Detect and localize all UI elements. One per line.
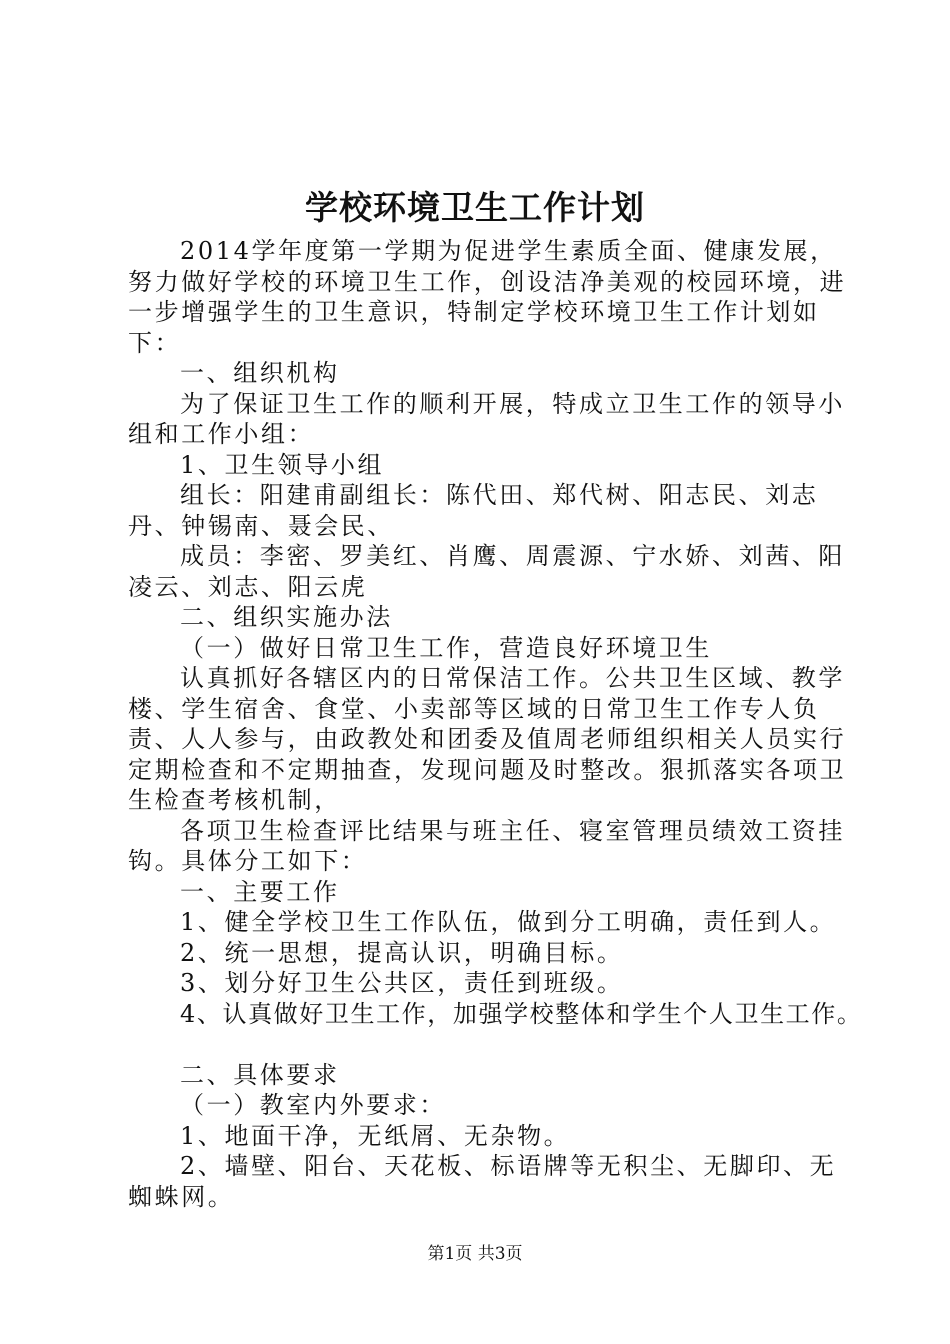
list-item: 1、地面干净，无纸屑、无杂物。: [180, 1121, 571, 1150]
body-paragraph: 组长：阳建甫副组长：陈代田、郑代树、阳志民、刘志丹、钟锡南、聂会民、: [128, 481, 819, 540]
list-item: 2、统一思想，提高认识，明确目标。: [180, 938, 624, 967]
list-item: 1、健全学校卫生工作队伍，做到分工明确，责任到人。: [180, 908, 837, 936]
subsection-heading: （一）做好日常卫生工作，营造良好环境卫生: [180, 633, 712, 662]
body-paragraph: 为了保证卫生工作的顺利开展，特成立卫生工作的领导小组和工作小组：: [128, 389, 845, 448]
list-item: 4、认真做好卫生工作，加强学校整体和学生个人卫生工作。: [180, 999, 863, 1028]
subsection-heading: 1、卫生领导小组: [180, 450, 385, 479]
page-footer: 第1页 共3页: [427, 1244, 523, 1264]
body-paragraph: 认真抓好各辖区内的日常保洁工作。公共卫生区域、教学楼、学生宿舍、食堂、小卖部等区域的日常卫生工作专人负责、人人参与，由政教处和团委及值周老师组织相关人员实行定期检查和不定期抽查，发现问题及时整改。狠抓落实各项卫生检查考核机制，: [128, 664, 847, 814]
body-paragraph: 各项卫生检查评比结果与班主任、寝室管理员绩效工资挂钩。具体分工如下：: [128, 816, 845, 875]
section-heading: 一、组织机构: [180, 359, 340, 387]
intro-paragraph: 2014学年度第一学期为促进学生素质全面、健康发展，努力做好学校的环境卫生工作，创设洁净美观的校园环境，进一步增强学生的卫生意识，特制定学校环境卫生工作计划如下：: [128, 237, 847, 357]
section-heading: 一、主要工作: [180, 877, 340, 906]
document-title: 学校环境卫生工作计划: [305, 188, 645, 227]
section-heading: 二、组织实施办法: [180, 603, 393, 631]
blank-line: [128, 1029, 850, 1060]
list-item: 2、墙壁、阳台、天花板、标语牌等无积尘、无脚印、无蜘蛛网。: [128, 1152, 837, 1211]
section-heading: 二、具体要求: [180, 1060, 340, 1089]
list-item: 3、划分好卫生公共区，责任到班级。: [180, 969, 624, 997]
subsection-heading: （一）教室内外要求：: [180, 1091, 446, 1119]
document-body: [128, 236, 863, 1212]
body-paragraph: 成员：李密、罗美红、肖鹰、周震源、宁水娇、刘茜、阳凌云、刘志、阳云虎: [128, 542, 845, 601]
